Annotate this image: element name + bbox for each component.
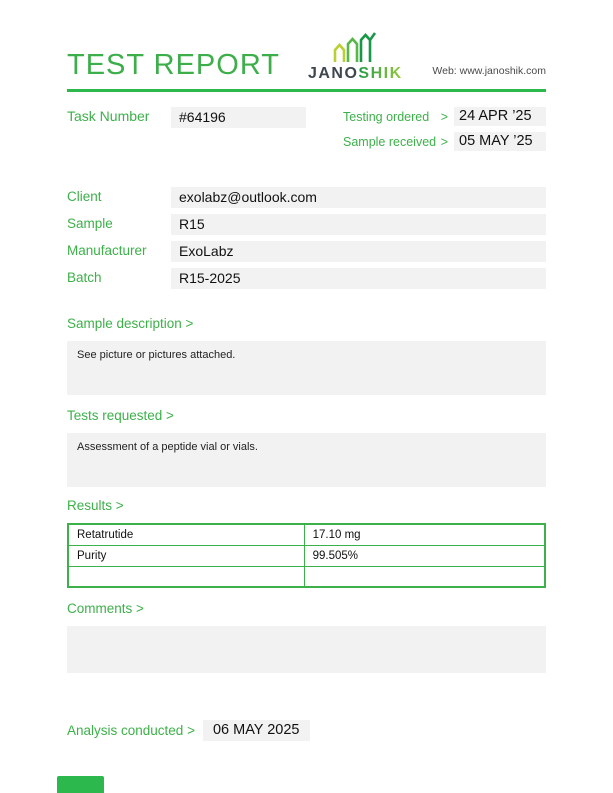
manufacturer-label: Manufacturer (67, 243, 147, 258)
testing-ordered-label: Testing ordered (343, 109, 430, 124)
analysis-conducted-section (67, 720, 546, 741)
table-row (68, 524, 545, 545)
batch-value: R15-2025 (171, 268, 546, 289)
result-name-cell (68, 566, 304, 587)
comments-heading: Comments > (67, 601, 144, 616)
logo-jano: JANO (307, 65, 359, 82)
sample-label: Sample (67, 216, 113, 231)
task-number-value: #64196 (171, 107, 306, 128)
sample-description-text: See picture or pictures attached. (67, 341, 546, 395)
manufacturer-value: ExoLabz (171, 241, 546, 262)
header-divider (67, 89, 546, 92)
chevron-right-separator: > (440, 134, 448, 149)
result-name-cell: Purity (68, 545, 304, 566)
footer-green-mark (57, 776, 104, 793)
sample-description-heading: Sample description > (67, 316, 194, 331)
sample-row (67, 214, 546, 235)
task-number-section (67, 107, 546, 157)
result-value-cell: 99.505% (304, 545, 545, 566)
logo-wordmark (308, 66, 403, 82)
analysis-conducted-label: Analysis conducted > (67, 723, 195, 738)
batch-row (67, 268, 546, 289)
comments-section (67, 601, 546, 673)
chevron-right-separator: > (440, 109, 448, 124)
growth-chart-icon (331, 32, 379, 64)
sample-value: R15 (171, 214, 546, 235)
sample-received-value: 05 MAY ’25 (454, 132, 546, 151)
table-row (68, 566, 545, 587)
results-section (67, 498, 546, 588)
client-label: Client (67, 189, 102, 204)
sample-received-row (343, 132, 546, 151)
sample-received-label: Sample received (343, 134, 437, 149)
website-url: Web: www.janoshik.com (432, 65, 546, 77)
results-table (67, 523, 546, 588)
result-name-cell: Retatrutide (68, 524, 304, 545)
table-row (68, 545, 545, 566)
task-number-label: Task Number (67, 108, 150, 124)
tests-requested-text: Assessment of a peptide vial or vials. (67, 433, 546, 487)
analysis-conducted-value: 06 MAY 2025 (203, 720, 310, 741)
page-title: TEST REPORT (67, 49, 280, 81)
result-value-cell: 17.10 mg (304, 524, 545, 545)
testing-ordered-value: 24 APR ’25 (454, 107, 546, 126)
tests-requested-section (67, 408, 546, 487)
logo-shik: SHIK (358, 65, 403, 82)
dates-block (343, 107, 546, 157)
sample-description-section (67, 316, 546, 395)
manufacturer-row (67, 241, 546, 262)
client-row (67, 187, 546, 208)
comments-text (67, 626, 546, 673)
client-value: exolabz@outlook.com (171, 187, 546, 208)
results-heading: Results > (67, 498, 124, 513)
testing-ordered-row (343, 107, 546, 126)
header (67, 0, 546, 89)
janoshik-logo (308, 32, 403, 89)
tests-requested-heading: Tests requested > (67, 408, 174, 423)
result-value-cell (304, 566, 545, 587)
batch-label: Batch (67, 270, 102, 285)
sample-info-section (67, 187, 546, 289)
